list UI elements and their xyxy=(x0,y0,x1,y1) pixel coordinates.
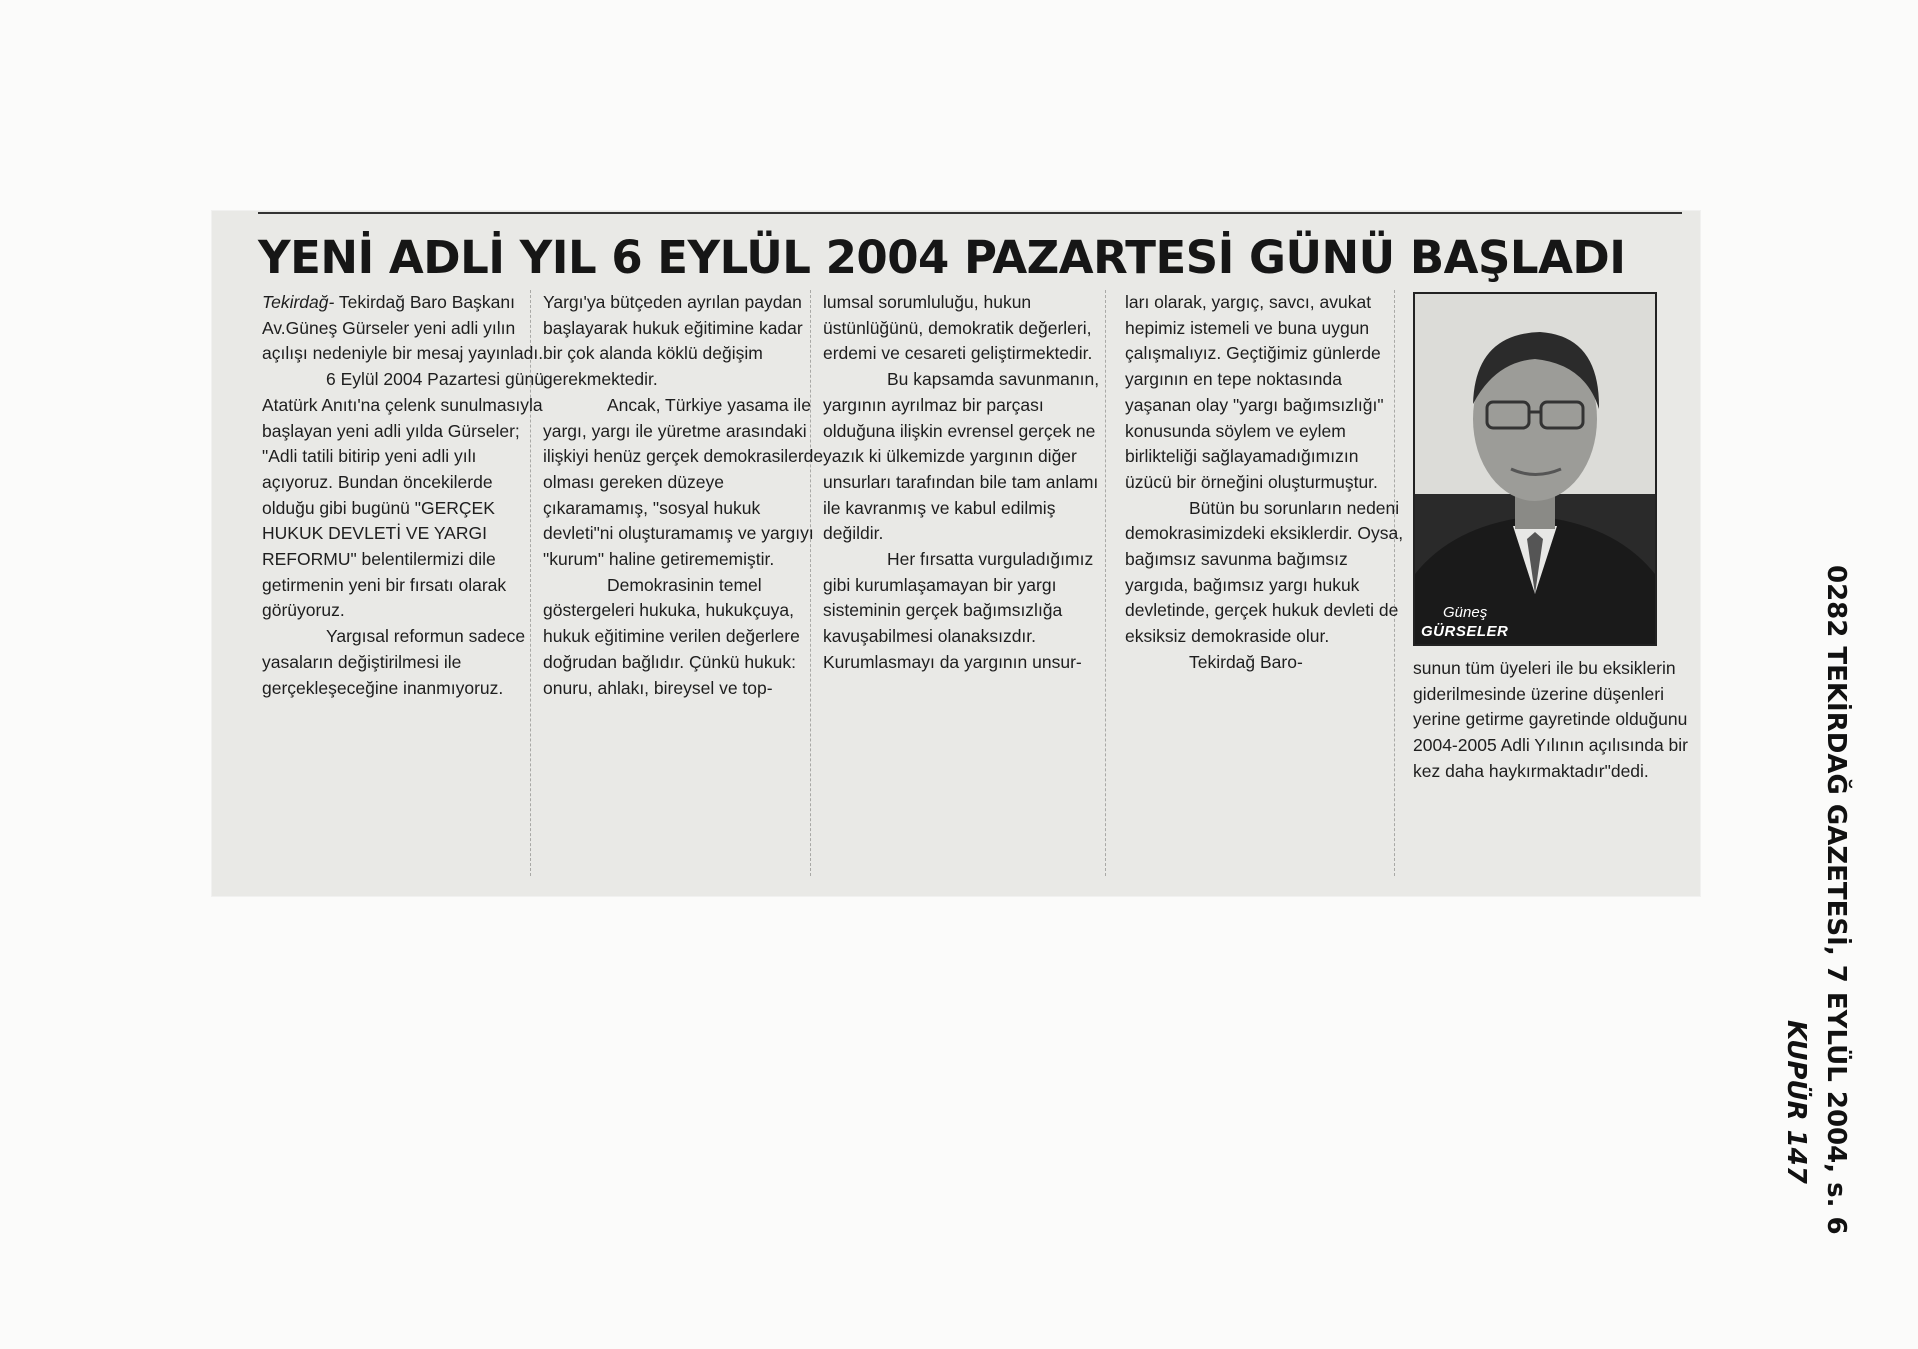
paragraph: ları olarak, yargıç, savcı, avukat hepimiz istemeli ve buna uygun çalışmalıyız. Geçtiğimiz günlerde yargının en tepe noktasında yaşanan olay "yargı bağımsızlığı" konusunda söylem ve eylem birlikteliği sağlayamadığımızın üzücü bir örneğini oluşturmuştur. xyxy=(1125,292,1384,492)
article-column-2 xyxy=(543,290,825,701)
paragraph-text: Tekirdağ Baro Başkanı Av.Güneş Gürseler yeni adli yılın açılışı nedeniyle bir mesaj yayınladı. xyxy=(262,292,544,364)
caption-last-name: GÜRSELER xyxy=(1421,623,1509,640)
paragraph: Tekirdağ Baro- xyxy=(1189,651,1303,672)
paragraph: Demokrasinin temel göstergeleri hukuka, hukukçuya, hukuk eğitimine verilen değerlere doğrudan bağlıdır. Çünkü hukuk: onuru, ahlakı, bireysel ve top- xyxy=(543,574,800,698)
paragraph: Bütün bu sorunların nedeni demokrasimizdeki eksiklerdir. Oysa, bağımsız savunma bağımsız yargıda, bağımsız yargı hukuk devletinde, gerçek hukuk devleti de eksiksiz demokraside olur. xyxy=(1125,497,1404,647)
article-column-5 xyxy=(1413,656,1693,785)
paragraph: Ancak, Türkiye yasama ile yargı, yargı ile yüretme arasındaki ilişkiyi henüz gerçek demokrasilerde olması gereken düzeye çıkaramamış, "sosyal hukuk devleti"ni oluşturamamış ve yargıyı "kurum" haline getirememiştir. xyxy=(543,394,824,570)
paragraph: Her fırsatta vurguladığımız gibi kurumlaşamayan bir yargı sisteminin gerçek bağımsızlığa kavuşabilmesi olanaksızdır. Kurumlasmayı da yargının unsur- xyxy=(823,549,1094,672)
dateline: Tekirdağ- xyxy=(262,292,335,312)
portrait-photo xyxy=(1413,292,1657,646)
headline: YENİ ADLİ YIL 6 EYLÜL 2004 PAZARTESİ GÜNÜ BAŞLADI xyxy=(258,231,1626,284)
clipping-number: KUPÜR 147 xyxy=(1781,1020,1811,1184)
paragraph: Bu kapsamda savunmanın, yargının ayrılmaz bir parçası olduğuna ilişkin evrensel gerçek ne yazık ki ülkemizde yargının diğer unsurları tarafından bile tam anlamı ile kavranmış ve kabul edilmiş değildir. xyxy=(823,369,1100,544)
paragraph: Yargı'ya bütçeden ayrılan paydan başlayarak hukuk eğitimine kadar bir çok alanda köklü değişim gerekmektedir. xyxy=(543,292,803,390)
portrait-image xyxy=(1415,294,1655,644)
article-column-4 xyxy=(1125,290,1407,676)
source-label: 0282 TEKİRDAĞ GAZETESİ, 7 EYLÜL 2004, s. 6 xyxy=(1821,565,1851,1235)
paragraph: sunun tüm üyeleri ile bu eksiklerin giderilmesinde üzerine düşenleri yerine getirme gayretinde olduğunu 2004-2005 Adli Yılının açılısında bir kez daha haykırmaktadır"dedi. xyxy=(1413,658,1689,781)
paragraph: lumsal sorumluluğu, hukun üstünlüğünü, demokratik değerleri, erdemi ve cesareti geliştirmektedir. xyxy=(823,292,1093,364)
headline-rule xyxy=(258,212,1682,214)
paragraph xyxy=(262,290,544,367)
caption-first-name: Güneş xyxy=(1443,604,1488,621)
paragraph: Yargısal reformun sadece yasaların değiştirilmesi ile gerçekleşeceğine inanmıyoruz. xyxy=(262,626,526,698)
article-column-1 xyxy=(262,290,544,701)
column-divider xyxy=(1105,290,1106,876)
article-column-3 xyxy=(823,290,1105,676)
paragraph: 6 Eylül 2004 Pazartesi günü Atatürk Anıtı'na çelenk sunulmasıyla başlayan yeni adli yılda Gürseler; "Adli tatili bitirip yeni adli yılı açıyoruz. Bundan öncekilerde olduğu gibi bugünü "GERÇEK HUKUK DEVLETİ VE YARGI REFORMU" belentilermizi dile getirmenin yeni bir fırsatı olarak görüyoruz. xyxy=(262,369,544,621)
